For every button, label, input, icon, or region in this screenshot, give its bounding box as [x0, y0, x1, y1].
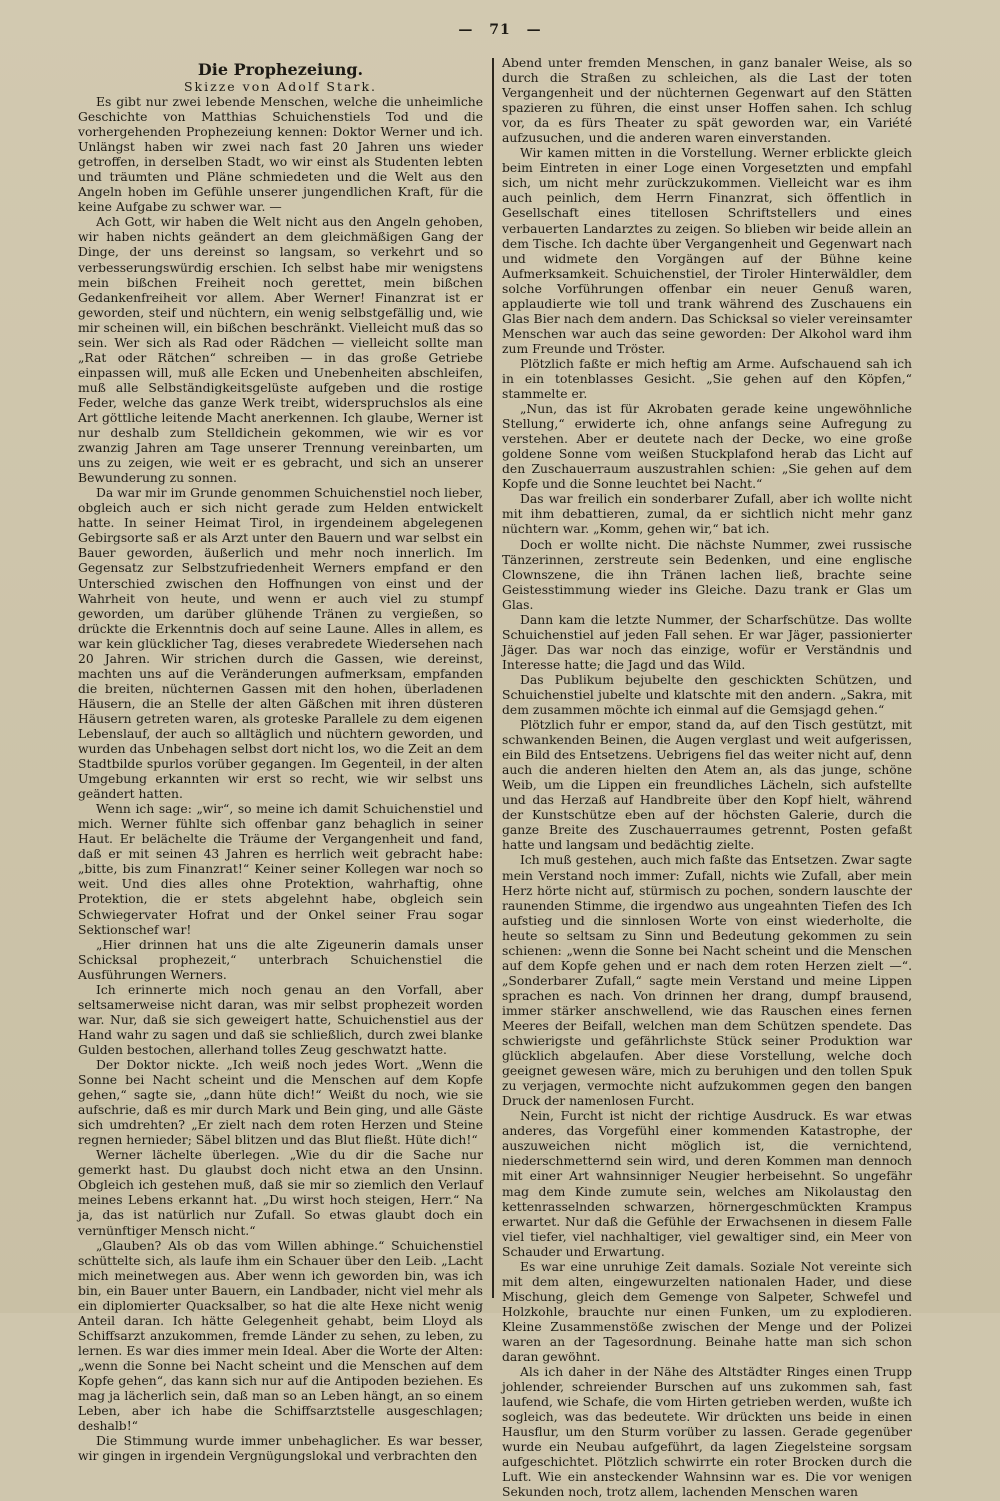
- paragraph: Es war eine unruhige Zeit damals. Soziale Not vereinte sich mit dem alten, eingewurzelten nationalen Hader, und diese Mischung, gleich dem Gemenge von Salpeter, Schwefel und Holzkohle, brauchte nur einen Funken, um zu explodieren. Kleine Zusammenstöße zwischen der Menge und der Polizei waren an der Tagesordnung. Beinahe hatte man sich schon daran gewöhnt.: [502, 1259, 912, 1365]
- paragraph: „Nun, das ist für Akrobaten gerade keine ungewöhnliche Stellung,“ erwiderte ich, ohne anfangs seine Aufregung zu verstehen. Aber er deutete nach der Decke, wo eine große goldene Sonne vom weißen Stuckplafond herab das Licht auf den Zuschauerraum auszustrahlen schien: „Sie gehen auf dem Kopfe und die Sonne leuchtet bei Nacht.“: [502, 402, 912, 492]
- paragraph: Wenn ich sage: „wir“, so meine ich damit Schuichenstiel und mich. Werner fühlte sich offenbar ganz behaglich in seiner Haut. Er belächelte die Träume der Vergangenheit und fand, daß er mit seinen 43 Jahren es herrlich weit gebracht habe: „bitte, bis zum Finanzrat!“ Keiner seiner Kollegen war noch so weit. Und dies alles ohne Protektion, wahrhaftig, ohne Protektion, die er stets abgelehnt habe, obgleich sein Schwiegervater Hofrat und der Onkel seiner Frau sogar Sektionschef war!: [78, 802, 483, 937]
- paragraph: Plötzlich fuhr er empor, stand da, auf den Tisch gestützt, mit schwankenden Beinen, die Augen verglast und weit aufgerissen, ein Bild des Entsetzens. Uebrigens fiel das weiter nicht auf, denn auch die anderen hielten den Atem an, als das junge, schöne Weib, um die Lippen ein freundliches Lächeln, sich aufstellte und das Herzaß auf Handbreite über den Kopf hielt, während der Kunstschütze eben auf der höchsten Galerie, durch die ganze Breite des Zuschauerraumes getrennt, Posten gefaßt hatte und langsam und bedächtig zielte.: [502, 718, 912, 853]
- paragraph: „Glauben? Als ob das vom Willen abhinge.“ Schuichenstiel schüttelte sich, als laufe ihm ein Schauer über den Leib. „Lacht mich meinetwegen aus. Aber wenn ich geworden bin, was ich bin, ein Bauer unter Bauern, ein Landbader, nicht viel mehr als ein diplomierter Quacksalber, so hat die alte Hexe nicht wenig Anteil daran. Ich hätte Gelegenheit gehabt, beim Lloyd als Schiffsarzt anzukommen, fremde Länder zu sehen, zu leben, zu lernen. Es war dies immer mein Ideal. Aber die Worte der Alten: „wenn die Sonne bei Nacht scheint und die Menschen auf dem Kopfe gehen“, das kann sich nur auf die Antipoden beziehen. Es mag ja lächerlich sein, daß man so an Leben hängt, an so einem Leben, aber ich habe die Schiffsarztstelle ausgeschlagen; deshalb!“: [78, 1238, 483, 1434]
- paragraph: Ich muß gestehen, auch mich faßte das Entsetzen. Zwar sagte mein Verstand noch immer: Zufall, nichts wie Zufall, aber mein Herz hörte nicht auf, stürmisch zu pochen, sondern lauschte der raunenden Stimme, die irgendwo aus ungeahnten Tiefen des Ich aufstieg und die sinnlosen Worte von einst wiederholte, die heute so seltsam zu Sinn und Bedeutung gekommen zu sein schienen: „wenn die Sonne bei Nacht scheint und die Menschen auf dem Kopfe gehen und er nach dem roten Herzen zielt —“. „Sonderbarer Zufall,“ sagte mein Verstand und meine Lippen sprachen es nach. Von drinnen her drang, dumpf brausend, immer stärker anschwellend, wie das Rauschen eines fernen Meeres der Beifall, welchen man dem Schützen spendete. Das schwierigste und gefährlichste Stück seiner Produktion war glücklich abgelaufen. Aber diese Vorstellung, welche doch geeignet gewesen wäre, mich zu beruhigen und den tollen Spuk zu verjagen, vermochte nicht aufzukommen gegen den bangen Druck der namenlosen Furcht.: [502, 853, 912, 1109]
- paragraph: Als ich daher in der Nähe des Altstädter Ringes einen Trupp johlender, schreiender Burschen auf uns zukommen sah, fast laufend, wie Schafe, die vom Hirten getrieben werden, wußte ich sogleich, was das bedeutete. Wir drückten uns beide in einen Hausflur, um den Sturm vorüber zu lassen. Gerade gegenüber wurde ein Neubau aufgeführt, da lagen Ziegelsteine sorgsam aufgeschichtet. Plötzlich schwirrte ein roter Brocken durch die Luft. Wie ein ansteckender Wahnsinn war es. Die vor wenigen Sekunden noch, trotz allem, lachenden Menschen waren: [502, 1365, 912, 1500]
- paragraph: Da war mir im Grunde genommen Schuichenstiel noch lieber, obgleich auch er sich nicht gerade zum Helden entwickelt hatte. In seiner Heimat Tirol, in irgendeinem abgelegenen Gebirgsorte saß er als Arzt unter den Bauern und war selbst ein Bauer geworden, äußerlich und mehr noch innerlich. Im Gegensatz zur Selbstzufriedenheit Werners empfand er den Unterschied zwischen den Hoffnungen von einst und der Wahrheit von heute, und wenn er auch viel zu stumpf geworden, um darüber glühende Tränen zu vergießen, so drückte die Erkenntnis doch auf seine Laune. Alles in allem, es war kein glücklicher Tag, dieses verabredete Wiedersehen nach 20 Jahren. Wir strichen durch die Gassen, wie dereinst, machten uns auf die Veränderungen aufmerksam, empfanden die breiten, nüchternen Gassen mit den hohen, überladenen Häusern, die an Stelle der alten Gäßchen mit ihren düsteren Häusern getreten waren, als groteske Parallele zu dem eigenen Lebenslauf, der auch so alltäglich und nüchtern geworden, und wurden das Unbehagen selbst dort nicht los, wo die Zeit an dem Stadtbilde spurlos vorüber gegangen. Im Gegenteil, in der alten Umgebung erkannten wir erst so recht, wie wir selbst uns geändert hatten.: [78, 486, 483, 802]
- paragraph: Abend unter fremden Menschen, in ganz banaler Weise, als so durch die Straßen zu schleichen, als die Last der toten Vergangenheit und der nüchternen Gegenwart auf den Stätten spazieren zu führen, die einst unser Hoffen sahen. Ich schlug vor, da es fürs Theater zu spät geworden war, ein Variété aufzusuchen, und die anderen waren einverstanden.: [502, 56, 912, 146]
- paragraph: Ich erinnerte mich noch genau an den Vorfall, aber seltsamerweise nicht daran, was mir selbst prophezeit worden war. Nur, daß sie sich geweigert hatte, Schuichenstiel aus der Hand wahr zu sagen und daß sie schließlich, durch zwei blanke Gulden bestochen, allerhand tolles Zeug geschwatzt hatte.: [78, 982, 483, 1057]
- paragraph: Das Publikum bejubelte den geschickten Schützen, und Schuichenstiel jubelte und klatschte mit den andern. „Sakra, mit dem zusammen möchte ich einmal auf die Gemsjagd gehen.“: [502, 672, 912, 718]
- paragraph: Wir kamen mitten in die Vorstellung. Werner erblickte gleich beim Eintreten in einer Loge einen Vorgesetzten und empfahl sich, um nicht mehr zurückzukommen. Vielleicht war es ihm auch peinlich, dem Herrn Finanzrat, sich öffentlich in Gesellschaft eines titellosen Schriftstellers und eines verbauerten Landarztes zu zeigen. So blieben wir beide allein an dem Tische. Ich dachte über Vergangenheit und Gegenwart nach und widmete den Vorgängen auf der Bühne keine Aufmerksamkeit. Schuichenstiel, der Tiroler Hinterwäldler, dem solche Vorführungen offenbar ein neuer Genuß waren, applaudierte wie toll und trank während des Zuschauens ein Glas Bier nach dem andern. Das Schicksal so vieler vereinsamter Menschen war auch das seine geworden: Der Alkohol ward ihm zum Freunde und Tröster.: [502, 146, 912, 356]
- article-title: Die Prophezeiung.: [197, 60, 364, 79]
- paragraph: Das war freilich ein sonderbarer Zufall, aber ich wollte nicht mit ihm debattieren, zumal, da er sichtlich nicht mehr ganz nüchtern war. „Komm, gehen wir,“ bat ich.: [502, 492, 912, 537]
- paragraph: Plötzlich faßte er mich heftig am Arme. Aufschauend sah ich in ein totenblasses Gesicht. „Sie gehen auf den Köpfen,“ stammelte er.: [502, 356, 912, 402]
- left-column: [78, 60, 483, 1464]
- paragraph: Doch er wollte nicht. Die nächste Nummer, zwei russische Tänzerinnen, zerstreute sein Bedenken, und eine englische Clownszene, die ihn Tränen lachen ließ, brachte seine Geistesstimmung wieder ins Gleiche. Dazu trank er Glas um Glas.: [502, 537, 912, 612]
- paragraph: Es gibt nur zwei lebende Menschen, welche die unheimliche Geschichte von Matthias Schuichenstiels Tod und die vorhergehenden Prophezeiung kennen: Doktor Werner und ich. Unlängst haben wir zwei nach fast 20 Jahren uns wieder getroffen, in derselben Stadt, wo wir einst als Studenten lebten und träumten und Pläne schmiedeten und die Welt aus den Angeln hoben im Gefühle unserer jungendlichen Kraft, für die keine Aufgabe zu schwer war. —: [78, 95, 483, 215]
- article-byline: Skizze von Adolf Stark.: [183, 79, 377, 94]
- paragraph: Der Doktor nickte. „Ich weiß noch jedes Wort. „Wenn die Sonne bei Nacht scheint und die Menschen auf dem Kopfe gehen,“ sagte sie, „dann hüte dich!“ Weißt du noch, wie sie aufschrie, daß es mir durch Mark und Bein ging, und alle Gäste sich umdrehten? „Er zielt nach dem roten Herzen und Steine regnen hernieder; Säbel blitzen und das Blut fließt. Hüte dich!“: [78, 1058, 483, 1148]
- paragraph: Dann kam die letzte Nummer, der Scharfschütze. Das wollte Schuichenstiel auf jeden Fall sehen. Er war Jäger, passionierter Jäger. Das war noch das einzige, wofür er Verständnis und Interesse hatte; die Jagd und das Wild.: [502, 612, 912, 672]
- paragraph: Ach Gott, wir haben die Welt nicht aus den Angeln gehoben, wir haben nichts geändert an dem gleichmäßigen Gang der Dinge, der uns dereinst so langsam, so verkehrt und so verbesserungswürdig erschien. Ich selbst habe mir wenigstens mein bißchen Freiheit noch gerettet, mein bißchen Gedankenfreiheit vor allem. Aber Werner! Finanzrat ist er geworden, steif und nüchtern, ein wenig selbstgefällig und, wie mir scheinen will, ein bißchen beschränkt. Vielleicht muß das so sein. Wer sich als Rad oder Rädchen — vielleicht sollte man „Rat oder Rätchen“ schreiben — in das große Getriebe einpassen will, muß alle Ecken und Unebenheiten abschleifen, muß alle Selbständigkeitsgelüste aufgeben und die rostige Feder, welche das ganze Werk treibt, widerspruchslos als eine Art göttliche leitende Macht anerkennen. Ich glaube, Werner ist nur deshalb zum Stelldichein gekommen, wie wir es vor zwanzig Jahren am Tage unserer Trennung vereinbarten, um uns zu zeigen, wie weit er es gebracht, und sich an unserer Bewunderung zu sonnen.: [78, 215, 483, 486]
- paragraph: „Hier drinnen hat uns die alte Zigeunerin damals unser Schicksal prophezeit,“ unterbrach Schuichenstiel die Ausführungen Werners.: [78, 937, 483, 982]
- paragraph: Die Stimmung wurde immer unbehaglicher. Es war besser, wir gingen in irgendein Vergnügungslokal und verbrachten den: [78, 1434, 483, 1464]
- right-column: [502, 56, 912, 1500]
- paragraph: Nein, Furcht ist nicht der richtige Ausdruck. Es war etwas anderes, das Vorgefühl einer kommenden Katastrophe, der auszuweichen nicht möglich ist, die vernichtend, niederschmetternd sein wird, und deren Kommen man dennoch mit einer Art wahnsinniger Neugier herbeisehnt. So ungefähr mag dem Kinde zumute sein, welches am Nikolaustag den kettenrasselnden schwarzen, hörnergeschmückten Krampus erwartet. Nur daß die Gefühle der Erwachsenen in diesem Falle viel tiefer, viel nachhaltiger, viel gewaltiger sind, ein Meer von Schauder und Erwartung.: [502, 1109, 912, 1259]
- paragraph: Werner lächelte überlegen. „Wie du dir die Sache nur gemerkt hast. Du glaubst doch nicht etwa an den Unsinn. Obgleich ich gestehen muß, daß sie mir so ziemlich den Verlauf meines Lebens erkannt hat. „Du wirst hoch steigen, Herr.“ Na ja, das ist natürlich nur Zufall. So etwas glaubt doch ein vernünftiger Mensch nicht.“: [78, 1148, 483, 1238]
- page-number: — 71 —: [458, 22, 542, 38]
- column-divider: [492, 58, 494, 1298]
